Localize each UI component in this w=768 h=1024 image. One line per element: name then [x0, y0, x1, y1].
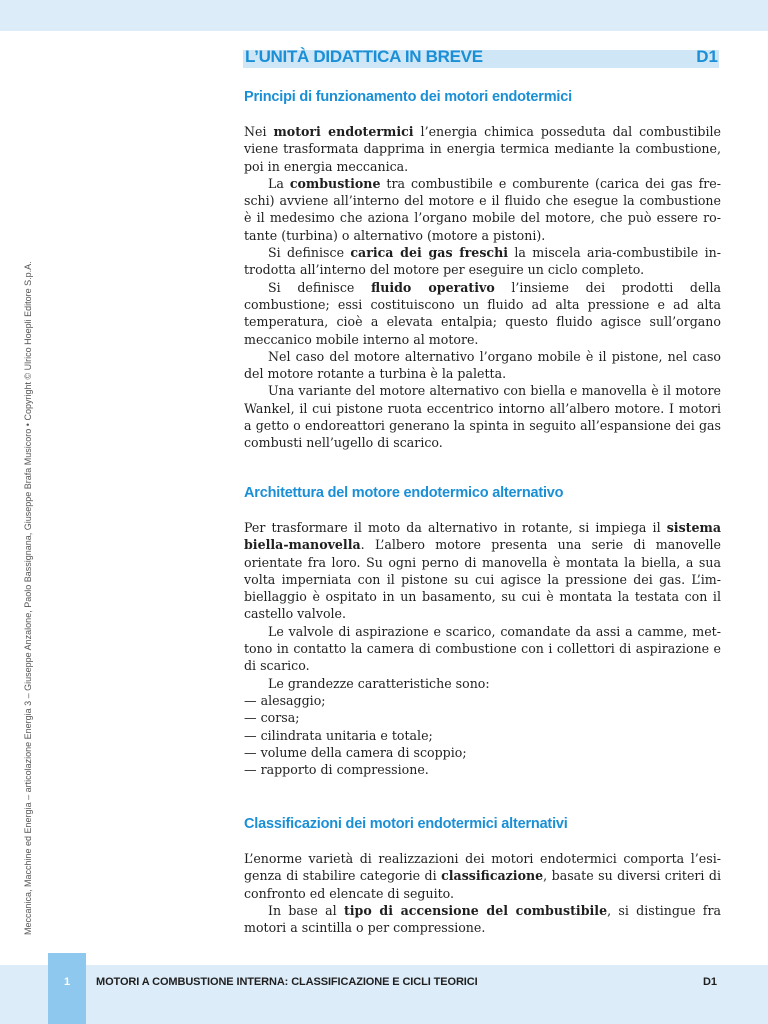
- text-run: La: [268, 175, 290, 191]
- list-item: — cilindrata unitaria e totale;: [244, 727, 433, 743]
- page-number: 1: [64, 976, 71, 988]
- text-run: In base al: [268, 902, 344, 918]
- bold-term: tipo di accensione del combustibile: [343, 902, 608, 918]
- list-item: — volume della camera di scoppio;: [244, 744, 467, 760]
- copyright-side-note: Meccanica, Macchine ed Energia – articolazione Energia 3 – Giuseppe Anzalone, Paolo Bassignana, Giuseppe Brafa Musicoro • Copyright © Ulrico Hoepli Editore S.p.A.: [23, 261, 33, 935]
- section-body-architettura: [244, 519, 721, 778]
- text-run: tra combustibile e comburente (carica dei gas freschi) avviene all’interno del motore e il fluido che esegue la combustione è il medesimo che aziona l’organo mobile del motore, che può essere rotante (turbina) o alternativo (motore a pistoni).: [244, 175, 721, 243]
- text-run: . L’albero motore presenta una serie di manovelle orientate fra loro. Su ogni perno di manovella è montata la biella, a sua volta imperniata con il pistone su cui agisce la pressione dei gas. L’imbiellaggio è ospitato in un basamento, su cui è montata la testata con il castello valvole.: [244, 537, 721, 622]
- paragraph: [244, 123, 721, 175]
- footer-band: [0, 965, 768, 1024]
- paragraph: [244, 623, 721, 675]
- paragraph: [244, 902, 721, 937]
- paragraph: [244, 348, 721, 383]
- top-band: [0, 0, 768, 31]
- text-run: Le valvole di aspirazione e scarico, comandate da assi a camme, mettono in contatto la camera di combustione con i collettori di aspirazione e di scarico.: [244, 623, 721, 674]
- section-body-principi: [244, 123, 721, 452]
- text-run: , basate su diversi criteri di confronto ed elencate di seguito.: [244, 868, 721, 901]
- unit-code: D1: [696, 47, 718, 66]
- text-run: Nei: [244, 124, 274, 139]
- list-item: — rapporto di compressione.: [244, 762, 429, 778]
- paragraph: [244, 675, 721, 692]
- text-run: Si definisce: [268, 245, 351, 261]
- section-title-classificazioni: Classificazioni dei motori endotermici alternativi: [244, 816, 568, 832]
- list-item: — alesaggio;: [244, 692, 326, 708]
- footer-chapter-title: MOTORI A COMBUSTIONE INTERNA: CLASSIFICAZIONE E CICLI TEORICI: [96, 976, 478, 988]
- bold-term: classificazione: [441, 868, 544, 884]
- paragraph: [244, 175, 721, 244]
- paragraph: [244, 382, 721, 451]
- section-title-architettura: Architettura del motore endotermico alternativo: [244, 485, 564, 501]
- text-run: Una variante del motore alternativo con biella e manovella è il motore Wankel, il cui pistone ruota eccentrico intorno all’albero motore. I motori a getto o endoreattori generano la spinta in seguito all’espansione dei gas combusti nell’ugello di scarico.: [244, 383, 721, 451]
- text-run: Si definisce: [268, 279, 372, 295]
- page-number-tab: [48, 953, 86, 1024]
- list-item: — corsa;: [244, 710, 300, 726]
- page-title: L’UNITÀ DIDATTICA IN BREVE: [245, 47, 483, 66]
- text-run: la miscela aria-combustibile introdotta all’interno del motore per eseguire un ciclo completo.: [244, 245, 721, 278]
- paragraph: [244, 244, 721, 279]
- paragraph: [244, 279, 721, 348]
- paragraph: [244, 850, 721, 902]
- bold-term: motori endotermici: [273, 124, 414, 139]
- text-run: Per trasformare il moto da alternativo in rotante, si impiega il: [244, 520, 667, 535]
- bold-term: combustione: [289, 175, 381, 191]
- bold-term: sistema biella-manovella: [244, 520, 721, 553]
- section-title-principi: Principi di funzionamento dei motori endotermici: [244, 89, 572, 105]
- footer-unit-code: D1: [702, 976, 717, 988]
- paragraph: [244, 519, 721, 623]
- bold-term: carica dei gas freschi: [350, 245, 509, 261]
- text-run: l’energia chimica posseduta dal combustibile viene trasformata dapprima in energia termica mediante la combustione, poi in energia meccanica.: [244, 124, 721, 174]
- text-run: l’insieme dei prodotti della combustione; essi costituiscono un fluido ad alta pressione e ad alta temperatura, cioè a elevata entalpia; questo fluido agisce sull’organo meccanico mobile interno al motore.: [244, 279, 721, 347]
- text-run: , si distingue fra motori a scintilla o per compressione.: [244, 902, 721, 936]
- section-body-classificazioni: [244, 850, 721, 936]
- text-run: Le grandezze caratteristiche sono:: [268, 675, 490, 691]
- text-run: Nel caso del motore alternativo l’organo mobile è il pistone, nel caso del motore rotante a turbina è la paletta.: [244, 348, 721, 382]
- bold-term: fluido operativo: [371, 279, 495, 295]
- text-run: L’enorme varietà di realizzazioni dei motori endotermici comporta l’esigenza di stabilire categorie di: [244, 851, 721, 884]
